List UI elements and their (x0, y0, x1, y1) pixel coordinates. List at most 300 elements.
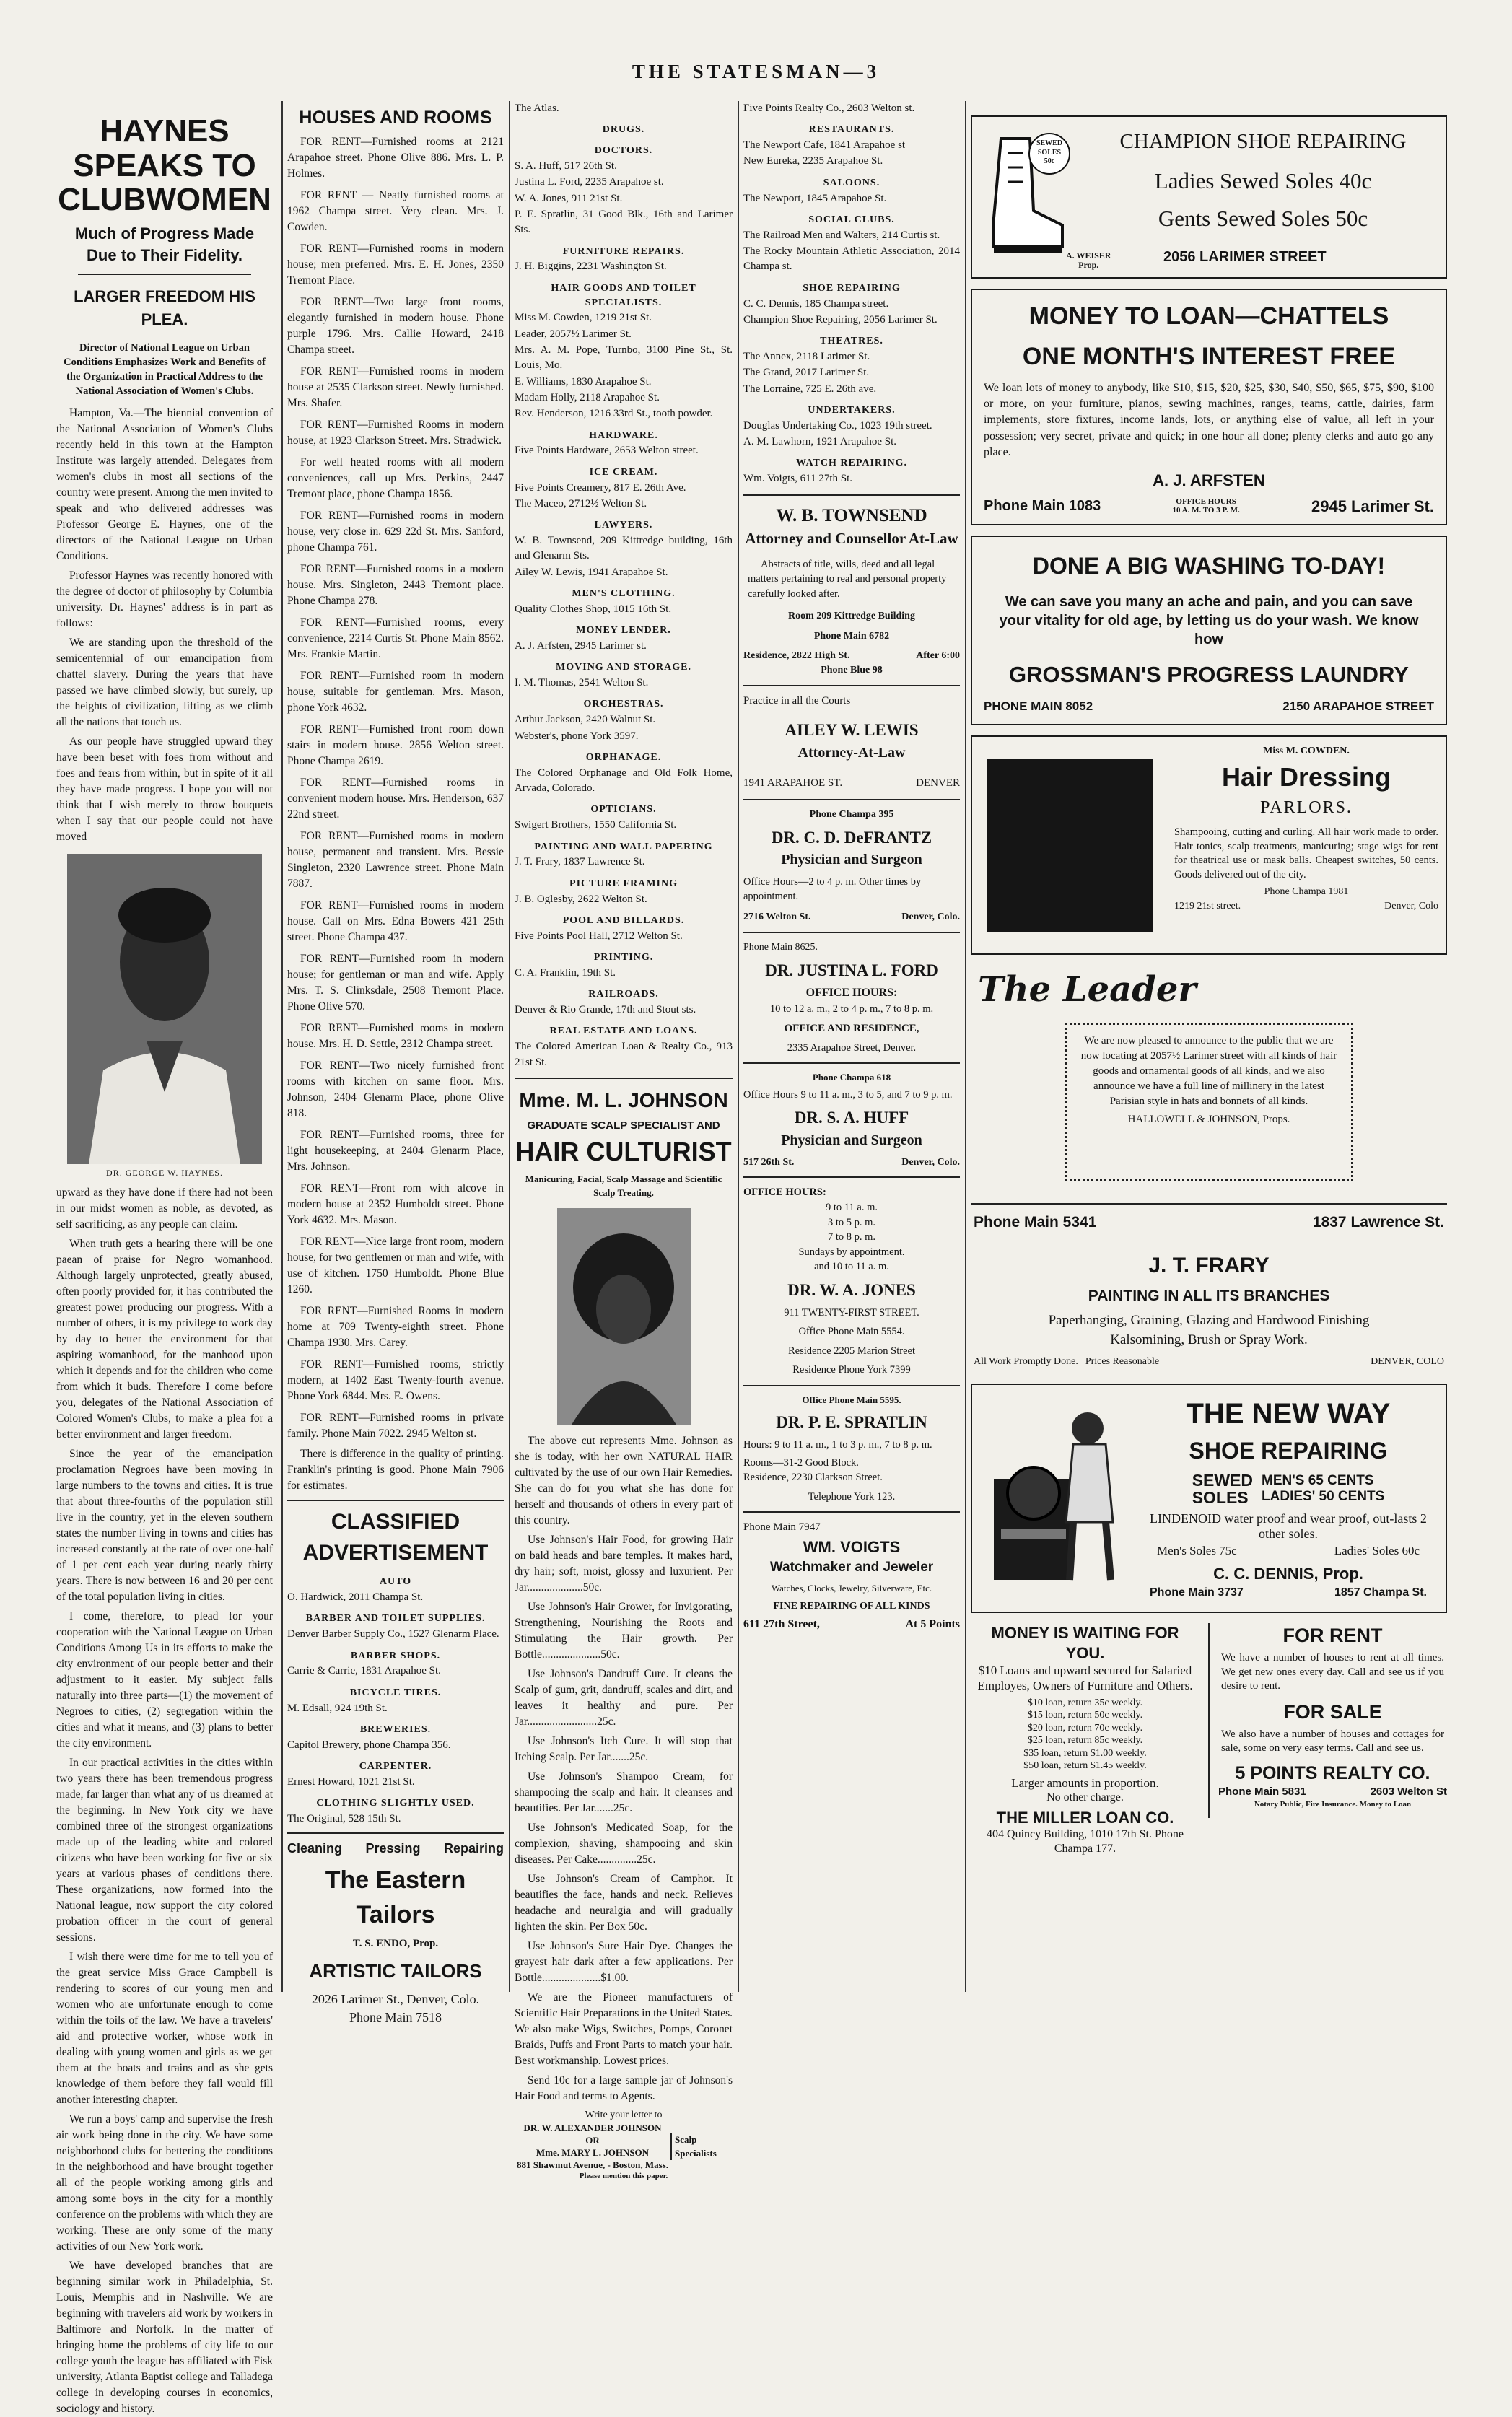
rent-listing: FOR RENT—Furnished rooms in convenient modern house. Mrs. Henderson, 637 22nd street. (287, 777, 504, 821)
leader-body: We are now pleased to announce to the public that we are now locating at 2057½ Larimer street with all kinds of hair goods and ornamental goods of all kinds, and we also announce we have a full line of millinery in the latest Parisian style in hats and bonnets of all kinds. (1080, 1035, 1337, 1107)
ford-card (743, 940, 960, 1065)
directory-entry: Swigert Brothers, 1550 California St. (515, 819, 677, 831)
paragraph: Hampton, Va.—The biennial convention of the National Association of Women's Clubs recently held in this town at the Hampton Institute was largely attended. Delegates from women's clubs in most all sections of the country were present. Among the men invited to speak and who delivered addresses was Professor George E. Haynes, one of the directors of the National League on Urban Conditions. (56, 406, 273, 562)
defrantz-card (743, 808, 960, 933)
directory-category: PRINTING. (593, 952, 654, 963)
johnson-paragraph: We are the Pioneer manufacturers of Scientific Hair Preparations in the United States. We also make Wigs, Switches, Pomps, Coronet Braids, Puffs and Front Parts to match your hair. Best workmanship. Lowest prices. (515, 1990, 733, 2067)
business-directory (287, 1575, 504, 1827)
directory-entry: A. J. Arfsten, 2945 Larimer st. (515, 639, 647, 652)
townsend-blue: Phone Blue 98 (821, 665, 883, 676)
grossman-ad (971, 536, 1447, 725)
directory-entry: The Railroad Men and Walters, 214 Curtis st. (743, 229, 940, 241)
directory-entry: The Colored Orphanage and Old Folk Home, Arvada, Colorado. (515, 766, 733, 795)
frary-address: 1837 Lawrence St. (1312, 1214, 1444, 1231)
miller-name: THE MILLER LOAN CO. (996, 1808, 1174, 1827)
deck: Much of Progress Made Due to Their Fidelity. (74, 224, 255, 264)
realty-sale: FOR SALE (1283, 1700, 1382, 1723)
column-rule (965, 101, 966, 1992)
townsend-after: After 6:00 (916, 650, 960, 662)
johnson-write: Write your letter to (585, 2109, 663, 2120)
paragraph: We run a boys' camp and supervise the fresh air work being done in the city. We have some neighborhood clubs for bettering the conditions in the neighborhood and have brought together all of the people working among girls and among some boys in the city for a monthly conference on the problems with which they are working. These are only some of the many activities of our New York work. (56, 2112, 273, 2252)
directory-category: BARBER AND TOILET SUPPLIES. (305, 1613, 486, 1625)
frary-phone: Phone Main 5341 (974, 1214, 1097, 1231)
directory-entry: Madam Holly, 2118 Arapahoe St. (515, 391, 660, 403)
directory-category: ICE CREAM. (589, 466, 658, 478)
headline: HAYNES SPEAKS TO CLUBWOMEN (58, 113, 271, 218)
directory-entry: New Eureka, 2235 Arapahoe St. (743, 155, 883, 167)
johnson-title: GRADUATE SCALP SPECIALIST AND (527, 1119, 720, 1132)
champion-prop-name: A. WEISER (1066, 250, 1111, 261)
directory-entry: Champion Shoe Repairing, 2056 Larimer St. (743, 313, 938, 325)
ford-office: OFFICE AND RESIDENCE, (784, 1022, 919, 1034)
directory-entry: The Newport, 1845 Arapahoe St. (743, 192, 887, 204)
huff-hours: Office Hours 9 to 11 a. m., 3 to 5, and 7 to 9 p. m. (743, 1088, 953, 1101)
champion-ladies: Ladies Sewed Soles 40c (1154, 168, 1372, 194)
voigts-card (743, 1520, 960, 1633)
frary-line-2: Kalsomining, Brush or Spray Work. (1110, 1332, 1308, 1348)
directory-category: HAIR GOODS AND TOILET SPECIALISTS. (551, 282, 696, 308)
johnson-name: Mme. M. L. JOHNSON (519, 1088, 728, 1111)
directory-category: POOL AND BILLARDS. (562, 914, 685, 926)
realty-sale-body: We also have a number of houses and cottages for sale, some on very easy terms. Call and see us. (1221, 1728, 1444, 1754)
cowden-ad (971, 735, 1447, 955)
miller-rate: $25 loan, return 85c weekly. (1027, 1735, 1143, 1747)
newway-ad (971, 1384, 1447, 1613)
miller-title: MONEY IS WAITING FOR YOU. (991, 1624, 1179, 1662)
spratlin-phone: Office Phone Main 5595. (802, 1394, 901, 1405)
newway-phone: Phone Main 3737 (1150, 1586, 1244, 1599)
jones-office-phone: Office Phone Main 5554. (798, 1326, 905, 1338)
spratlin-hours: Hours: 9 to 11 a. m., 1 to 3 p. m., 7 to 8 p. m. (743, 1438, 932, 1451)
directory-entry: The Rocky Mountain Athletic Association, 2014 Champa st. (743, 245, 960, 273)
directory-category: OPTICIANS. (590, 804, 657, 816)
directory-entry: Ailey W. Lewis, 1941 Arapahoe St. (515, 566, 668, 578)
rent-listing: FOR RENT—Furnished room in modern house, suitable for gentleman. Mrs. Mason, phone York 4632. (287, 670, 504, 714)
johnson-portrait (557, 1208, 691, 1425)
directory-category: MONEY LENDER. (576, 625, 671, 637)
newway-sewed: SEWED (1192, 1471, 1254, 1490)
directory-category: DOCTORS. (594, 145, 653, 157)
jones-address: 911 TWENTY-FIRST STREET. (784, 1306, 919, 1319)
lewis-name: AILEY W. LEWIS (785, 721, 919, 740)
huff-title: Physician and Surgeon (781, 1132, 922, 1149)
directory-entry: Ernest Howard, 1021 21st St. (287, 1775, 415, 1788)
johnson-addr-2: Mme. MARY L. JOHNSON (536, 2146, 650, 2158)
directory-entry: I. M. Thomas, 2541 Welton St. (515, 677, 649, 689)
directory-entry: Five Points Hardware, 2653 Welton street. (515, 445, 699, 457)
paragraph: We have developed branches that are beginning similar work in Philadelphia, St. Louis, Memphis and in Nashville. We are beginning with travelers aid work by workers in Baltimore and Norfolk. In the matter of bringing home the problems of city life to our college youth the league has affiliated with Fisk university, Atlanta Baptist college and Talladega college in developing courses in economics, sociology and history. (56, 2259, 273, 2415)
arfsten-title: MONEY TO LOAN—CHATTELS (1028, 302, 1389, 330)
ford-name: DR. JUSTINA L. FORD (765, 961, 938, 979)
directory-entry: Justina L. Ford, 2235 Arapahoe st. (515, 176, 664, 188)
directory-category: ORCHESTRAS. (583, 699, 664, 710)
directory-entry: E. Williams, 1830 Arapahoe St. (515, 375, 652, 388)
cowden-name: Miss M. COWDEN. (1263, 746, 1350, 756)
service-cleaning: Cleaning (287, 1841, 343, 1856)
miller-rate: $50 loan, return $1.45 weekly. (1023, 1760, 1147, 1772)
directory-entry: Quality Clothes Shop, 1015 16th St. (515, 603, 672, 615)
rent-listing: FOR RENT—Furnished Rooms in modern house, at 1923 Clarkson Street. Mrs. Stradwick. (287, 419, 504, 447)
summary: Director of National League on Urban Conditions Emphasizes Work and Benefits of the Organization in Practical Address to the National Association of Women's Clubs. (64, 341, 266, 397)
badge-line: 50c (1044, 157, 1055, 165)
column-directory (515, 101, 733, 2181)
johnson-paragraph: Use Johnson's Itch Cure. It will stop that Itching Scalp. Per Jar.......25c. (515, 1734, 733, 1763)
directory-entry: Five Points Creamery, 817 E. 26th Ave. (515, 481, 686, 494)
divider (287, 1500, 504, 1501)
arfsten-body: We loan lots of money to anybody, like $10, $15, $20, $25, $30, $40, $50, $65, $75, $90, $100 or more, on your furniture, pianos, sewing machines, ranges, teams, cattle, dairies, farm implements, store fixtures, income lands, lots, or anything else of value, all left in your possession; very secret, private and quick; in one hour all done; plenty clerks and auto go any place. (984, 381, 1434, 459)
townsend-name: W. B. TOWNSEND (776, 505, 927, 525)
newway-prop: C. C. DENNIS, Prop. (1213, 1564, 1363, 1583)
newway-sub: SHOE REPAIRING (1189, 1437, 1388, 1464)
directory-entry: O. Hardwick, 2011 Champa St. (287, 1591, 424, 1604)
frary-ad (971, 1203, 1447, 1376)
townsend-body: Abstracts of title, wills, deed and all legal matters pertaining to real and personal property carefully looked after. (748, 558, 947, 600)
townsend-room: Room 209 Kittredge Building (788, 610, 915, 621)
grossman-address: 2150 ARAPAHOE STREET (1282, 699, 1434, 714)
voigts-goods: Watches, Clocks, Jewelry, Silverware, Etc. (771, 1582, 932, 1594)
directory-category: RESTAURANTS. (808, 124, 895, 136)
realty-phone: Phone Main 5831 (1218, 1786, 1306, 1798)
newway-mens-75: Men's Soles 75c (1157, 1543, 1237, 1557)
spratlin-residence: Residence, 2230 Clarkson Street. (743, 1472, 883, 1484)
rent-listing: FOR RENT—Furnished rooms in modern house at 2535 Clarkson street. Newly furnished. Mrs. Shafer. (287, 365, 504, 409)
huff-name: DR. S. A. HUFF (794, 1109, 909, 1127)
miller-ad (971, 1623, 1199, 1856)
column-rule (509, 101, 510, 1992)
divider (78, 274, 251, 275)
realty-ad (1218, 1623, 1447, 1818)
tailor-phone: Phone Main 7518 (349, 2010, 442, 2025)
johnson-paragraph: Use Johnson's Hair Grower, for Invigorating, Strengthening, Nourishing the Roots and Stimulating the Hair growth. Per Bottle.....................50c. (515, 1600, 733, 1661)
miller-rate: $10 loan, return 35c weekly. (1027, 1697, 1143, 1708)
column-professionals (743, 101, 960, 1992)
jones-hours-3: 7 to 8 p. m. (827, 1231, 876, 1244)
lewis-card (743, 694, 960, 800)
voigts-repair: FINE REPAIRING OF ALL KINDS (773, 1601, 930, 1612)
tailor-artistic: ARTISTIC TAILORS (309, 1959, 482, 1982)
paragraph: upward as they have done if there had not been in our midst women as noble, as devoted, as self sacrificing, as any people can claim. (56, 1186, 273, 1231)
machine-illustration (979, 1399, 1124, 1587)
directory-entry: Mrs. A. M. Pope, Turnbo, 3100 Pine St., St. Louis, Mo. (515, 344, 733, 372)
ford-phone: Phone Main 8625. (743, 941, 818, 953)
frary-prompt: All Work Promptly Done. (974, 1356, 1078, 1368)
arfsten-phone: Phone Main 1083 (984, 498, 1101, 515)
johnson-paragraph: Send 10c for a large sample jar of Johnson's Hair Food and terms to Agents. (515, 2073, 733, 2102)
directory-entry: Denver Barber Supply Co., 1527 Glenarm Place. (287, 1628, 499, 1640)
directory-category: SALOONS. (823, 177, 880, 188)
leader-title: The Leader (978, 969, 1197, 1010)
rent-listing: FOR RENT—Furnished rooms at 2121 Arapahoe street. Phone Olive 886. Mrs. L. P. Holmes. (287, 136, 504, 180)
rent-listing: FOR RENT—Furnished rooms in a modern house. Mrs. Singleton, 2443 Tremont place. Phone Champa 278. (287, 563, 504, 607)
directory-category: LAWYERS. (594, 520, 653, 531)
defrantz-title: Physician and Surgeon (781, 852, 922, 868)
column-rule (1208, 1623, 1210, 1818)
directory-entry: The Colored American Loan & Realty Co., 913 21st St. (515, 1041, 733, 1068)
lewis-title: Attorney-At-Law (797, 745, 906, 761)
directory-entry: Leader, 2057½ Larimer St. (515, 328, 632, 340)
voigts-address: 611 27th Street, (743, 1618, 820, 1631)
ford-hours-label: OFFICE HOURS: (805, 987, 898, 1000)
badge-line: SEWED (1036, 139, 1063, 147)
spratlin-card (743, 1394, 960, 1513)
portrait-photo (67, 854, 262, 1164)
johnson-addr-3: 881 Shawmut Avenue, - Boston, Mass. (517, 2159, 668, 2170)
rent-listing: FOR RENT—Furnished rooms in modern house, very close in. 629 22d St. Mrs. Sanford, phone Champa 761. (287, 510, 504, 554)
service-repairing: Repairing (443, 1841, 504, 1856)
directory-category: UNDERTAKERS. (808, 404, 896, 416)
rent-listing: FOR RENT—Furnished rooms in modern house. Call on Mrs. Edna Bowers 421 25th street. Phone Champa 437. (287, 899, 504, 943)
directory-category: FURNITURE REPAIRS. (562, 245, 685, 257)
paragraph: As our people have struggled upward they have been beset with foes from without and foes and fears from within, but in spite of it all they have made progress. I hope you will not think that I wish merely to throw bouquets when I say that our people could not have moved (56, 735, 273, 843)
directory-entry: J. T. Frary, 1837 Lawrence St. (515, 856, 645, 868)
rent-listing: FOR RENT—Furnished rooms, three for light housekeeping, at 2404 Glenarm Place, Mrs. Johnson. (287, 1129, 504, 1173)
lewis-practice: Practice in all the Courts (743, 695, 851, 707)
johnson-specialists: Scalp Specialists (670, 2133, 733, 2160)
newway-men: MEN'S 65 CENTS (1262, 1472, 1374, 1488)
newway-lindenoid: LINDENOID water proof and wear proof, out-lasts 2 other soles. (1150, 1511, 1427, 1542)
jones-name: DR. W. A. JONES (787, 1280, 916, 1299)
directory-entry: The Atlas. (515, 102, 559, 114)
grossman-title: DONE A BIG WASHING TO-DAY! (1032, 553, 1386, 579)
directory-entry: W. A. Jones, 911 21st St. (515, 192, 623, 204)
johnson-services: Manicuring, Facial, Scalp Massage and Scientific Scalp Treating. (525, 1173, 722, 1198)
directory-category: BICYCLE TIRES. (349, 1687, 442, 1698)
johnson-title-large: HAIR CULTURIST (515, 1136, 732, 1166)
realty-name: 5 POINTS REALTY CO. (1235, 1762, 1430, 1783)
newway-ladies: LADIES' 50 CENTS (1262, 1489, 1385, 1505)
directory-entry: The Original, 528 15th St. (287, 1813, 401, 1825)
directory-entry: Miss M. Cowden, 1219 21st St. (515, 312, 652, 324)
arfsten-sub: ONE MONTH'S INTEREST FREE (1022, 343, 1396, 371)
business-directory (515, 123, 733, 1070)
rent-listings (287, 134, 504, 1442)
frary-title: PAINTING IN ALL ITS BRANCHES (1088, 1288, 1330, 1305)
photo-caption: DR. GEORGE W. HAYNES. (106, 1167, 223, 1178)
arfsten-hours: 10 A. M. TO 3 P. M. (1172, 506, 1240, 515)
rent-listing: FOR RENT—Furnished rooms in modern house. Mrs. H. D. Settle, 2312 Champa street. (287, 1022, 504, 1050)
newway-title: THE NEW WAY (1186, 1398, 1391, 1430)
townsend-phone: Phone Main 6782 (813, 630, 890, 642)
lewis-address: 1941 ARAPAHOE ST. (743, 777, 843, 790)
paragraph: I come, therefore, to plead for your cooperation with the National League on Urban Conditions Among Us in its efforts to make the city environment of our people better and their adjustment to it easier. My subject falls naturally into three parts—(1) the movement of Negroes to cities, (2) segregation within the cities and what it means, and (3) plans to better the city environment. (56, 1609, 273, 1749)
jones-residence-phone: Residence Phone York 7399 (792, 1364, 911, 1376)
rent-listing: FOR RENT—Front rom with alcove in modern house at 2352 Humboldt street. Phone York 4632. Mrs. Mason. (287, 1182, 504, 1226)
directory-entry: The Annex, 2118 Larimer St. (743, 351, 870, 363)
frary-city: DENVER, COLO (1371, 1356, 1444, 1368)
paragraph: When truth gets a hearing there will be one paean of praise for Negro womanhood. Although largely unprotected, greatly abused, often poorly provided for, it has contributed the greatest power producing our progress. With a number of others, it is my privilege to work day by day to better the environment for that aspiring womanhood, for the manhood upon which it depends and for the children who come from which it buds. Therefore I come before you, delegates of the National Association of Colored Women's Clubs, to make a plea for a better environment and larger freedom. (56, 1237, 273, 1441)
champion-prop: Prop. (1078, 259, 1099, 270)
rent-listing: FOR RENT—Furnished rooms in modern house, permanent and transient. Mrs. Bessie Singleton, 2320 Lawrence street. Phone Main 7887. (287, 830, 504, 890)
johnson-paragraph: Use Johnson's Medicated Soap, for the complexion, shaving, shampooing and skin diseases. Per Cake..............25c. (515, 1821, 733, 1866)
directory-category: REAL ESTATE AND LOANS. (549, 1026, 698, 1037)
johnson-body (515, 1433, 733, 2105)
jones-sunday-2: and 10 to 11 a. m. (814, 1261, 889, 1273)
directory-entry: C. A. Franklin, 19th St. (515, 966, 616, 979)
column-display-ads (971, 115, 1447, 2006)
grossman-phone: PHONE MAIN 8052 (984, 699, 1093, 714)
johnson-addr-1: DR. W. ALEXANDER JOHNSON (523, 2122, 662, 2133)
champion-gents: Gents Sewed Soles 50c (1158, 206, 1368, 232)
paragraph: We are standing upon the threshold of the semicentennial of our emancipation from chattel slavery. During the years that have passed we have climbed slowly, but surely, up the heights of civilization, lifting as we climb all the nations that touch us. (56, 636, 273, 728)
voigts-title: Watchmaker and Jeweler (769, 1559, 934, 1575)
jones-hours-1: 9 to 11 a. m. (826, 1201, 878, 1213)
sewed-soles-badge (1028, 133, 1070, 175)
spratlin-rooms: Rooms—31-2 Good Block. (743, 1456, 859, 1469)
directory-category: MOVING AND STORAGE. (556, 662, 691, 673)
jones-hours-label: OFFICE HOURS: (743, 1186, 826, 1199)
johnson-paragraph: The above cut represents Mme. Johnson as she is today, with her own NATURAL HAIR cultivated by the use of our own Hair Remedies. She can do for you what she has done for herself and thousands of others in every part of this country. (515, 1434, 733, 1526)
directory-entry: Five Points Realty Co., 2603 Welton st. (743, 102, 915, 114)
arfsten-ad (971, 289, 1447, 525)
directory-category: PAINTING AND WALL PAPERING (534, 841, 713, 852)
cowden-photo (987, 759, 1153, 932)
spratlin-name: DR. P. E. SPRATLIN (776, 1413, 927, 1432)
grossman-name: GROSSMAN'S PROGRESS LAUNDRY (1009, 662, 1409, 688)
directory-category: RAILROADS. (588, 989, 659, 1000)
badge-line: SOLES (1037, 148, 1062, 157)
service-pressing: Pressing (365, 1841, 421, 1856)
tailor-prop: T. S. ENDO, Prop. (352, 1938, 439, 1950)
divider (515, 1078, 733, 1079)
directory-category: CLOTHING SLIGHTLY USED. (316, 1798, 475, 1809)
rent-listing: FOR RENT—Furnished rooms in private family. Phone Main 7022. 2945 Welton st. (287, 1412, 504, 1440)
directory-entry: The Grand, 2017 Larimer St. (743, 367, 870, 379)
frary-name: J. T. FRARY (1148, 1253, 1270, 1277)
arfsten-address: 2945 Larimer St. (1311, 497, 1434, 515)
directory-entry: A. M. Lawhorn, 1921 Arapahoe St. (743, 436, 897, 448)
directory-category: DRUGS. (602, 124, 645, 136)
cowden-title: Hair Dressing (1221, 761, 1391, 792)
johnson-mention: Please mention this paper. (579, 2172, 668, 2181)
column-rule (281, 101, 283, 1992)
tailor-name: The Eastern Tailors (325, 1866, 466, 1929)
directory-entry: The Maceo, 2712½ Welton St. (515, 497, 647, 510)
directory-category: AUTO (379, 1576, 412, 1588)
defrantz-name: DR. C. D. DeFRANTZ (771, 828, 932, 847)
townsend-title: Attorney and Counsellor At-Law (745, 530, 958, 548)
realty-rent: FOR RENT (1282, 1625, 1383, 1647)
column-news (56, 101, 273, 2415)
arfsten-hours-label: OFFICE HOURS (1176, 497, 1236, 507)
spratlin-tel: Telephone York 123. (808, 1490, 896, 1503)
business-directory (743, 123, 960, 486)
townsend-residence: Residence, 2822 High St. (743, 650, 850, 662)
franklin-notice: There is difference in the quality of printing. Franklin's printing is good. Phone Main 7906 for estimates. (287, 1448, 504, 1492)
defrantz-city: Denver, Colo. (901, 911, 960, 922)
directory-entry: W. B. Townsend, 209 Kittredge building, 16th and Glenarm Sts. (515, 535, 733, 562)
miller-rates (971, 1697, 1199, 1773)
directory-entry: The Newport Cafe, 1841 Arapahoe st (743, 139, 906, 152)
directory-entry: Carrie & Carrie, 1831 Arapahoe St. (287, 1665, 441, 1677)
directory-category: THEATRES. (820, 336, 883, 347)
voigts-name: WM. VOIGTS (803, 1537, 901, 1556)
rent-listing: FOR RENT—Two large front rooms, elegantly furnished in modern house. Phone purple 1796. Mrs. Callie Howard, 2418 Champa street. (287, 296, 504, 356)
directory-category: HARDWARE. (589, 429, 658, 441)
directory-entry: Webster's, phone York 3597. (515, 730, 639, 742)
directory-category: BREWERIES. (359, 1723, 432, 1735)
paragraph: In our practical activities in the cities within two years there has been tremendous progress made, far larger than what any of us dreamed at the beginning. In New York city we have combined three of the strongest organizations made up of the leading white and colored citizens who have been working for five or six years at various phases of conditions there. These organizations, now formed into the National league, now support the city colored probation officer in the court of general sessions. (56, 1756, 273, 1944)
directory-entry: Denver & Rio Grande, 17th and Stout sts. (515, 1004, 696, 1016)
lewis-city: DENVER (916, 777, 960, 790)
huff-address: 517 26th St. (743, 1156, 795, 1168)
directory-entry: Wm. Voigts, 611 27th St. (743, 473, 852, 485)
newway-soles: SOLES (1192, 1488, 1249, 1508)
directory-category: MEN'S CLOTHING. (572, 587, 676, 599)
paragraph: Since the year of the emancipation proclamation Negroes have been moving in large numbers to the towns and cities. It is true that about three-fourths of the population still live in the country, yet in the eleven southern states the number living in towns and cities has increased constantly at the rate of over one-half of 1 per cent each year during nearly thirty years. There is now between 16 and 20 per cent of the total population living in cities. (56, 1447, 273, 1603)
realty-notary: Notary Public, Fire Insurance. Money to Loan (1254, 1799, 1412, 1809)
directory-category: PICTURE FRAMING (569, 878, 678, 889)
paragraph: Professor Haynes was recently honored with the degree of doctor of philosophy by Columbia university. Dr. Haynes' address is in part as follows: (56, 569, 273, 629)
grossman-body: We can save you many an ache and pain, and you can save your vitality for old age, by letting us do your wash. We know how (999, 594, 1419, 648)
leader-ad (971, 965, 1447, 1196)
leader-props: HALLOWELL & JOHNSON, Props. (1127, 1114, 1290, 1125)
miller-body: $10 Loans and upward secured for Salaried Employes, Owners of Furniture and Others. (977, 1664, 1193, 1693)
miller-address: 404 Quincy Building, 1010 17th St. Phone Champa 177. (987, 1828, 1184, 1856)
defrantz-hours: Office Hours—2 to 4 p. m. Other times by appointment. (743, 875, 922, 903)
huff-card (743, 1071, 960, 1178)
rent-listing: FOR RENT—Furnished Rooms in modern home at 709 Twenty-eighth street. Phone Champa 1930. Mrs. Carey. (287, 1305, 504, 1349)
voigts-at: At 5 Points (905, 1618, 960, 1631)
newway-ladies-60: Ladies' Soles 60c (1334, 1543, 1420, 1557)
directory-entry: Arthur Jackson, 2420 Walnut St. (515, 714, 656, 726)
directory-category: BARBER SHOPS. (350, 1650, 441, 1661)
masthead: THE STATESMAN—3 (632, 61, 880, 82)
ford-hours: 10 to 12 a. m., 2 to 4 p. m., 7 to 8 p. m. (769, 1002, 934, 1015)
directory-category: WATCH REPAIRING. (796, 458, 907, 469)
johnson-paragraph: Use Johnson's Sure Hair Dye. Changes the grayest hair dark after a few applications. Per Bottle.....................$1.00. (515, 1939, 733, 1984)
rent-listing: FOR RENT—Furnished rooms, every convenience, 2214 Curtis St. Phone Main 8562. Mrs. Frankie Martin. (287, 616, 504, 660)
column-rule (738, 101, 739, 1992)
rent-listing: FOR RENT—Two nicely furnished front rooms with kitchen on same floor. Mrs. Johnson, 2404 Glenarm Place, phone Olive 818. (287, 1059, 504, 1119)
classified-heading: ADVERTISEMENT (302, 1540, 489, 1565)
directory-entry: Douglas Undertaking Co., 1023 19th street. (743, 419, 932, 432)
frary-prices: Prices Reasonable (1085, 1356, 1160, 1368)
champion-title: CHAMPION SHOE REPAIRING (1119, 130, 1407, 153)
paragraph: I wish there were time for me to tell you of the great service Miss Grace Campbell is rendering to scores of our young men and women who are unfortunate enough to come within the toils of the law. We have a travelers' aid and protective worker, whose work in dealing with young women and girls as we get them at the boats and trains and as she gets knowledge of them before they fall would fill another interesting chapter. (56, 1950, 273, 2106)
rent-listing: For well heated rooms with all modern conveniences, call up Mrs. Perkins, 2447 Tremont place, phone Champa 1856. (287, 456, 504, 500)
miller-rate: $35 loan, return $1.00 weekly. (1023, 1747, 1147, 1759)
directory-category: CARPENTER. (359, 1761, 432, 1773)
newway-address: 1857 Champa St. (1334, 1586, 1427, 1599)
johnson-paragraph: Use Johnson's Cream of Camphor. It beautifies the face, hands and neck. Relieves headache and neuralgia and will gradually lighten the skin. Per Box 50c. (515, 1872, 733, 1933)
directory-entry: J. H. Biggins, 2231 Washington St. (515, 261, 667, 273)
realty-rent-body: We have a number of houses to rent at all times. We get new ones every day. Call and see us if you desire to rent. (1221, 1652, 1444, 1692)
defrantz-phone: Phone Champa 395 (809, 808, 894, 820)
rent-listing: FOR RENT—Furnished front room down stairs in modern house. 2856 Welton street. Phone Champa 2619. (287, 723, 504, 767)
ford-address: 2335 Arapahoe Street, Denver. (787, 1041, 917, 1054)
frary-line-1: Paperhanging, Graining, Glazing and Hardwood Finishing (1048, 1313, 1370, 1329)
jones-hours-2: 3 to 5 p. m. (827, 1216, 876, 1228)
johnson-or: OR (585, 2134, 600, 2146)
miller-rate: $20 loan, return 70c weekly. (1027, 1722, 1143, 1734)
johnson-paragraph: Use Johnson's Dandruff Cure. It cleans the Scalp of gum, grit, dandruff, scales and dirt, and leaves it healthy and pure. Per Jar.........................25c. (515, 1667, 733, 1728)
cowden-phone: Phone Champa 1981 (1264, 886, 1349, 898)
cowden-parlors: PARLORS. (1260, 797, 1353, 817)
bottom-ads-row (971, 1623, 1447, 1856)
miller-other: No other charge. (1046, 1791, 1124, 1804)
champion-address: 2056 LARIMER STREET (1163, 248, 1327, 265)
directory-entry: S. A. Huff, 517 26th St. (515, 160, 617, 172)
johnson-addresses (515, 2123, 733, 2172)
directory-entry: Rev. Henderson, 1216 33rd St., tooth powder. (515, 408, 713, 420)
cowden-address: 1219 21st street. (1174, 901, 1241, 912)
champion-ad (971, 115, 1447, 279)
leader-box (1065, 1023, 1353, 1181)
miller-rate: $15 loan, return 50c weekly. (1027, 1710, 1143, 1721)
section-heading: HOUSES AND ROOMS (299, 108, 492, 128)
rent-listing: FOR RENT — Neatly furnished rooms at 1962 Champa street. Very clean. Mrs. J. Cowden. (287, 189, 504, 233)
directory-category: SHOE REPAIRING (803, 282, 901, 294)
